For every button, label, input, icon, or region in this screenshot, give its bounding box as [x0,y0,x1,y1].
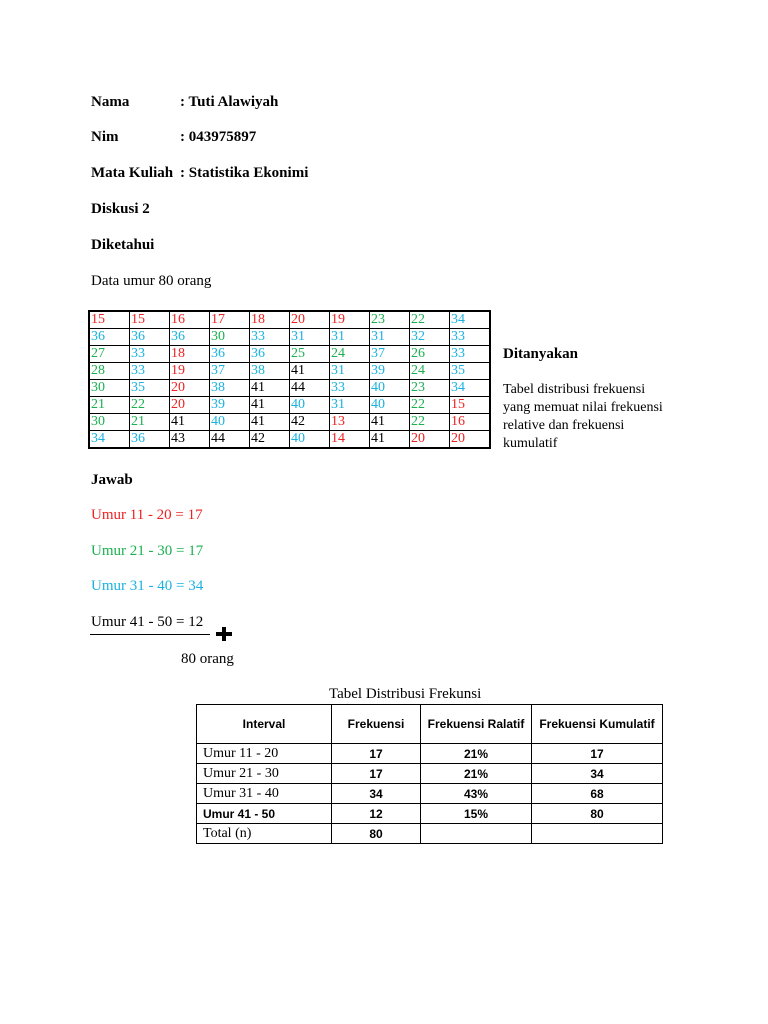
grid-cell: 33 [130,363,170,380]
grid-row [89,346,490,363]
cell-kumulatif: 80 [532,804,663,824]
grid-cell: 44 [290,380,330,397]
cell-interval: Umur 41 - 50 [197,804,332,824]
grid-cell: 20 [450,431,491,449]
ditanyakan-line: yang memuat nilai frekuensi [503,400,663,415]
grid-cell: 43 [170,431,210,449]
grid-cell: 40 [370,397,410,414]
grid-cell: 25 [290,346,330,363]
grid-cell: 40 [370,380,410,397]
grid-cell: 39 [370,363,410,380]
grid-cell: 23 [410,380,450,397]
grid-cell: 36 [130,431,170,449]
grid-cell: 20 [290,311,330,329]
grid-cell: 13 [330,414,370,431]
table-row [197,764,663,784]
grid-cell: 23 [370,311,410,329]
grid-cell: 15 [89,311,130,329]
grid-cell: 24 [410,363,450,380]
grid-cell: 18 [250,311,290,329]
ditanyakan-line: Tabel distribusi frekuensi [503,382,646,397]
grid-cell: 35 [450,363,491,380]
grid-cell: 14 [330,431,370,449]
cell-frekuensi: 12 [332,804,421,824]
cell-frekuensi: 17 [332,744,421,764]
grid-row [89,329,490,346]
grid-cell: 22 [410,397,450,414]
grid-cell: 20 [410,431,450,449]
grid-cell: 34 [450,311,491,329]
grid-cell: 37 [210,363,250,380]
grid-cell: 40 [290,431,330,449]
jawab-line-11-20: Umur 11 - 20 = 17 [91,507,203,523]
grid-cell: 16 [450,414,491,431]
grid-cell: 41 [250,397,290,414]
ditanyakan-text [503,381,663,453]
grid-cell: 19 [170,363,210,380]
table-row [197,804,663,824]
total-orang: 80 orang [181,651,234,667]
grid-cell: 41 [170,414,210,431]
cell-interval: Umur 21 - 30 [197,764,332,784]
cell-interval: Umur 11 - 20 [197,744,332,764]
jawab-line-41-50: Umur 41 - 50 = 12 [91,614,204,630]
grid-cell: 20 [170,397,210,414]
grid-cell: 20 [170,380,210,397]
header-frekuensi-kumulatif: Frekuensi Kumulatif [532,705,663,744]
grid-cell: 31 [330,363,370,380]
table-row [197,744,663,764]
grid-cell: 41 [250,380,290,397]
grid-cell: 33 [450,329,491,346]
header-frekuensi-relatif: Frekuensi Ralatif [421,705,532,744]
cell-frekuensi: 17 [332,764,421,784]
grid-cell: 36 [170,329,210,346]
grid-cell: 17 [210,311,250,329]
grid-cell: 34 [450,380,491,397]
grid-cell: 26 [410,346,450,363]
grid-cell: 15 [130,311,170,329]
grid-cell: 34 [89,431,130,449]
grid-cell: 44 [210,431,250,449]
grid-cell: 40 [290,397,330,414]
nama-label: Nama [91,94,130,110]
grid-cell: 22 [130,397,170,414]
grid-cell: 31 [290,329,330,346]
table-row [197,784,663,804]
grid-cell: 41 [290,363,330,380]
jawab-line-31-40: Umur 31 - 40 = 34 [91,578,204,594]
cell-kumulatif [532,824,663,844]
grid-cell: 36 [89,329,130,346]
cell-relatif: 15% [421,804,532,824]
matkul-value: : Statistika Ekonimi [180,165,309,181]
ditanyakan-line: relative dan frekuensi [503,418,625,433]
grid-cell: 41 [370,414,410,431]
grid-cell: 38 [210,380,250,397]
grid-cell: 41 [250,414,290,431]
grid-row [89,397,490,414]
grid-cell: 39 [210,397,250,414]
diskusi-title: Diskusi 2 [91,201,150,217]
nim-label: Nim [91,129,119,145]
grid-cell: 38 [250,363,290,380]
cell-relatif: 43% [421,784,532,804]
cell-frekuensi: 34 [332,784,421,804]
grid-cell: 16 [170,311,210,329]
cell-interval: Total (n) [197,824,332,844]
grid-cell: 37 [370,346,410,363]
grid-cell: 28 [89,363,130,380]
grid-row [89,311,490,329]
nama-value: : Tuti Alawiyah [180,94,279,110]
plus-icon [216,627,232,641]
grid-cell: 33 [450,346,491,363]
grid-row [89,363,490,380]
table-caption: Tabel Distribusi Frekunsi [329,686,482,702]
grid-cell: 33 [130,346,170,363]
grid-cell: 32 [410,329,450,346]
matkul-label: Mata Kuliah [91,165,174,181]
grid-cell: 42 [250,431,290,449]
cell-frekuensi: 80 [332,824,421,844]
grid-cell: 30 [89,414,130,431]
grid-cell: 33 [250,329,290,346]
grid-cell: 15 [450,397,491,414]
grid-row [89,380,490,397]
table-header-row [197,705,663,744]
sum-underline [90,634,210,635]
grid-cell: 18 [170,346,210,363]
data-intro: Data umur 80 orang [91,273,212,289]
grid-row [89,431,490,449]
grid-cell: 22 [410,414,450,431]
grid-cell: 30 [210,329,250,346]
grid-cell: 30 [89,380,130,397]
jawab-title: Jawab [91,472,133,488]
diketahui-title: Diketahui [91,237,155,253]
grid-cell: 33 [330,380,370,397]
ditanyakan-title: Ditanyakan [503,346,579,362]
cell-interval: Umur 31 - 40 [197,784,332,804]
grid-cell: 31 [330,397,370,414]
nim-value: : 043975897 [180,129,257,145]
cell-relatif: 21% [421,764,532,784]
grid-cell: 42 [290,414,330,431]
grid-cell: 36 [130,329,170,346]
grid-cell: 41 [370,431,410,449]
cell-relatif [421,824,532,844]
grid-cell: 40 [210,414,250,431]
header-interval: Interval [197,705,332,744]
grid-row [89,414,490,431]
grid-cell: 21 [89,397,130,414]
jawab-line-21-30: Umur 21 - 30 = 17 [91,543,204,559]
cell-kumulatif: 68 [532,784,663,804]
cell-kumulatif: 17 [532,744,663,764]
grid-cell: 21 [130,414,170,431]
table-row-total [197,824,663,844]
grid-cell: 36 [210,346,250,363]
frequency-distribution-table [196,704,663,844]
header-frekuensi: Frekuensi [332,705,421,744]
cell-relatif: 21% [421,744,532,764]
cell-kumulatif: 34 [532,764,663,784]
grid-cell: 24 [330,346,370,363]
grid-cell: 31 [370,329,410,346]
ditanyakan-line: kumulatif [503,436,558,451]
age-data-grid [88,310,491,449]
grid-cell: 31 [330,329,370,346]
grid-cell: 22 [410,311,450,329]
grid-cell: 36 [250,346,290,363]
grid-cell: 27 [89,346,130,363]
grid-cell: 19 [330,311,370,329]
grid-cell: 35 [130,380,170,397]
